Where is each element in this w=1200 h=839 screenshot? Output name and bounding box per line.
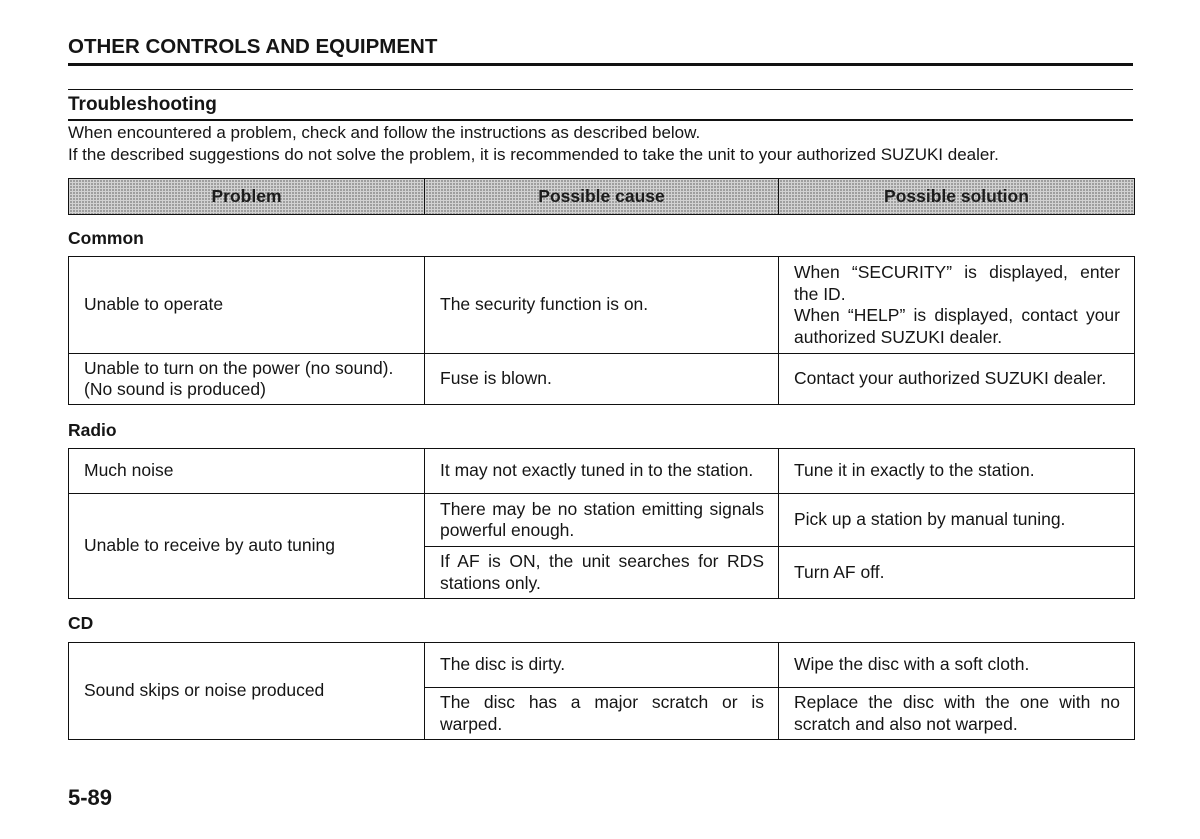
cause-cell [425, 643, 779, 688]
cell-text-line: Contact your authorized SUZUKI dealer. [794, 368, 1107, 389]
solution-cell [779, 688, 1135, 740]
table-row [69, 354, 1135, 405]
cell-text-line: Replace the disc with the one with no [794, 692, 1120, 712]
problem-cell [69, 354, 425, 405]
cell-text-line: Much noise [84, 460, 174, 481]
cause-cell [425, 449, 779, 494]
page-number: 5-89 [68, 785, 113, 810]
cell-text-line: Unable to receive by auto tuning [84, 535, 335, 556]
cell-text-line: The disc is dirty. [440, 654, 566, 675]
cell-text-line: the ID. [794, 283, 846, 304]
solution-cell [779, 257, 1135, 354]
cell-text-line: Wipe the disc with a soft cloth. [794, 654, 1030, 675]
cause-cell [425, 688, 779, 740]
table-row [69, 643, 1135, 688]
cell-text-line: Sound skips or noise produced [84, 680, 325, 701]
problem-cell [69, 643, 425, 740]
cell-text-line: If AF is ON, the unit searches for RDS [440, 551, 764, 571]
solution-cell [779, 354, 1135, 405]
cell-text-line: Unable to operate [84, 294, 224, 315]
intro-line-2: If the described suggestions do not solve the problem, it is recommended to take the unit to your authorized SUZUKI dealer. [68, 145, 999, 164]
cell-text-line: It may not exactly tuned in to the station. [440, 460, 754, 481]
cell-text-line: (No sound is produced) [84, 379, 266, 399]
solution-cell [779, 494, 1135, 547]
troubleshooting-heading: Troubleshooting [68, 94, 217, 115]
cause-cell [425, 494, 779, 547]
solution-cell [779, 449, 1135, 494]
column-header-problem: Problem [69, 179, 425, 215]
common-table [68, 256, 1135, 405]
cell-text-line: Pick up a station by manual tuning. [794, 509, 1066, 530]
category-label-radio: Radio [68, 420, 117, 440]
cell-text-line: The disc has a major scratch or is [440, 692, 764, 712]
cell-text-line: Turn AF off. [794, 561, 885, 582]
table-header-row [69, 179, 1135, 215]
category-label-cd: CD [68, 613, 94, 633]
category-label-common: Common [68, 228, 144, 248]
radio-table [68, 448, 1135, 599]
cell-text-line: When “SECURITY” is displayed, enter [794, 262, 1120, 282]
problem-cell [69, 494, 425, 599]
table-row [69, 494, 1135, 547]
cell-text-line: The security function is on. [440, 294, 649, 315]
section-title-rule [68, 63, 1133, 66]
heading-bottom-rule [68, 119, 1133, 121]
problem-cell [69, 257, 425, 354]
table-column-header [68, 178, 1135, 215]
cell-text-line: Fuse is blown. [440, 368, 552, 389]
table-row [69, 257, 1135, 354]
table-row [69, 449, 1135, 494]
cause-cell [425, 257, 779, 354]
column-header-solution: Possible solution [779, 179, 1135, 215]
heading-top-rule [68, 89, 1133, 90]
cell-text-line: stations only. [440, 572, 541, 593]
cell-text-line: Tune it in exactly to the station. [794, 460, 1035, 481]
solution-cell [779, 643, 1135, 688]
cell-text-line: powerful enough. [440, 520, 575, 540]
problem-cell [69, 449, 425, 494]
solution-cell [779, 547, 1135, 599]
section-title: OTHER CONTROLS AND EQUIPMENT [68, 35, 438, 58]
cd-table [68, 642, 1135, 740]
cell-text-line: authorized SUZUKI dealer. [794, 326, 1003, 347]
cause-cell [425, 354, 779, 405]
cell-text-line: Unable to turn on the power (no sound). [84, 357, 394, 378]
column-header-cause: Possible cause [425, 179, 779, 215]
intro-line-1: When encountered a problem, check and follow the instructions as described below. [68, 123, 701, 142]
cell-text-line: When “HELP” is displayed, contact your [794, 305, 1120, 325]
cause-cell [425, 547, 779, 599]
cell-text-line: warped. [440, 713, 503, 734]
cell-text-line: scratch and also not warped. [794, 713, 1018, 734]
cell-text-line: There may be no station emitting signals [440, 498, 764, 519]
